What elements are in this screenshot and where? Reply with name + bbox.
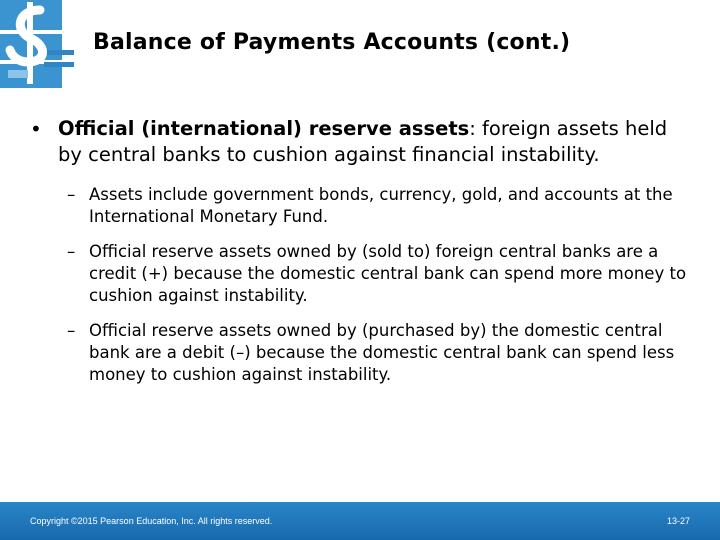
sub-bullet	[67, 184, 700, 228]
sub-bullet-text: Assets include government bonds, currency, gold, and accounts at the International Monetary Fund.	[89, 185, 673, 226]
slide-content	[30, 116, 700, 399]
sub-bullet-marker: –	[67, 185, 76, 204]
sub-bullet-text: Official reserve assets owned by (sold to) foreign central banks are a credit (+) because the domestic central bank can spend more money to cushion against instability.	[89, 242, 687, 305]
sub-bullet-text: Official reserve assets owned by (purchased by) the domestic central bank are a debit (–) because the domestic central bank can spend less money to cushion against instability.	[89, 321, 675, 384]
sub-bullet-marker: –	[67, 321, 76, 340]
bullet-marker: •	[30, 117, 42, 141]
sub-bullet-marker: –	[67, 242, 76, 261]
sub-bullet-list	[67, 184, 700, 386]
bullet-definition: : foreign assets held by central banks to cushion against financial instability.	[58, 117, 668, 166]
main-bullet	[30, 116, 700, 168]
copyright-text: Copyright ©2015 Pearson Education, Inc. All rights reserved.	[30, 516, 273, 526]
sub-bullet	[67, 241, 700, 307]
sub-bullet	[67, 320, 700, 386]
bullet-term: Official (international) reserve assets	[58, 117, 470, 140]
page-number: 13-27	[666, 516, 690, 526]
dollar-logo-icon	[0, 0, 74, 92]
slide-title: Balance of Payments Accounts (cont.)	[93, 30, 571, 55]
main-bullet-text	[58, 116, 678, 168]
footer-bar	[0, 502, 720, 540]
